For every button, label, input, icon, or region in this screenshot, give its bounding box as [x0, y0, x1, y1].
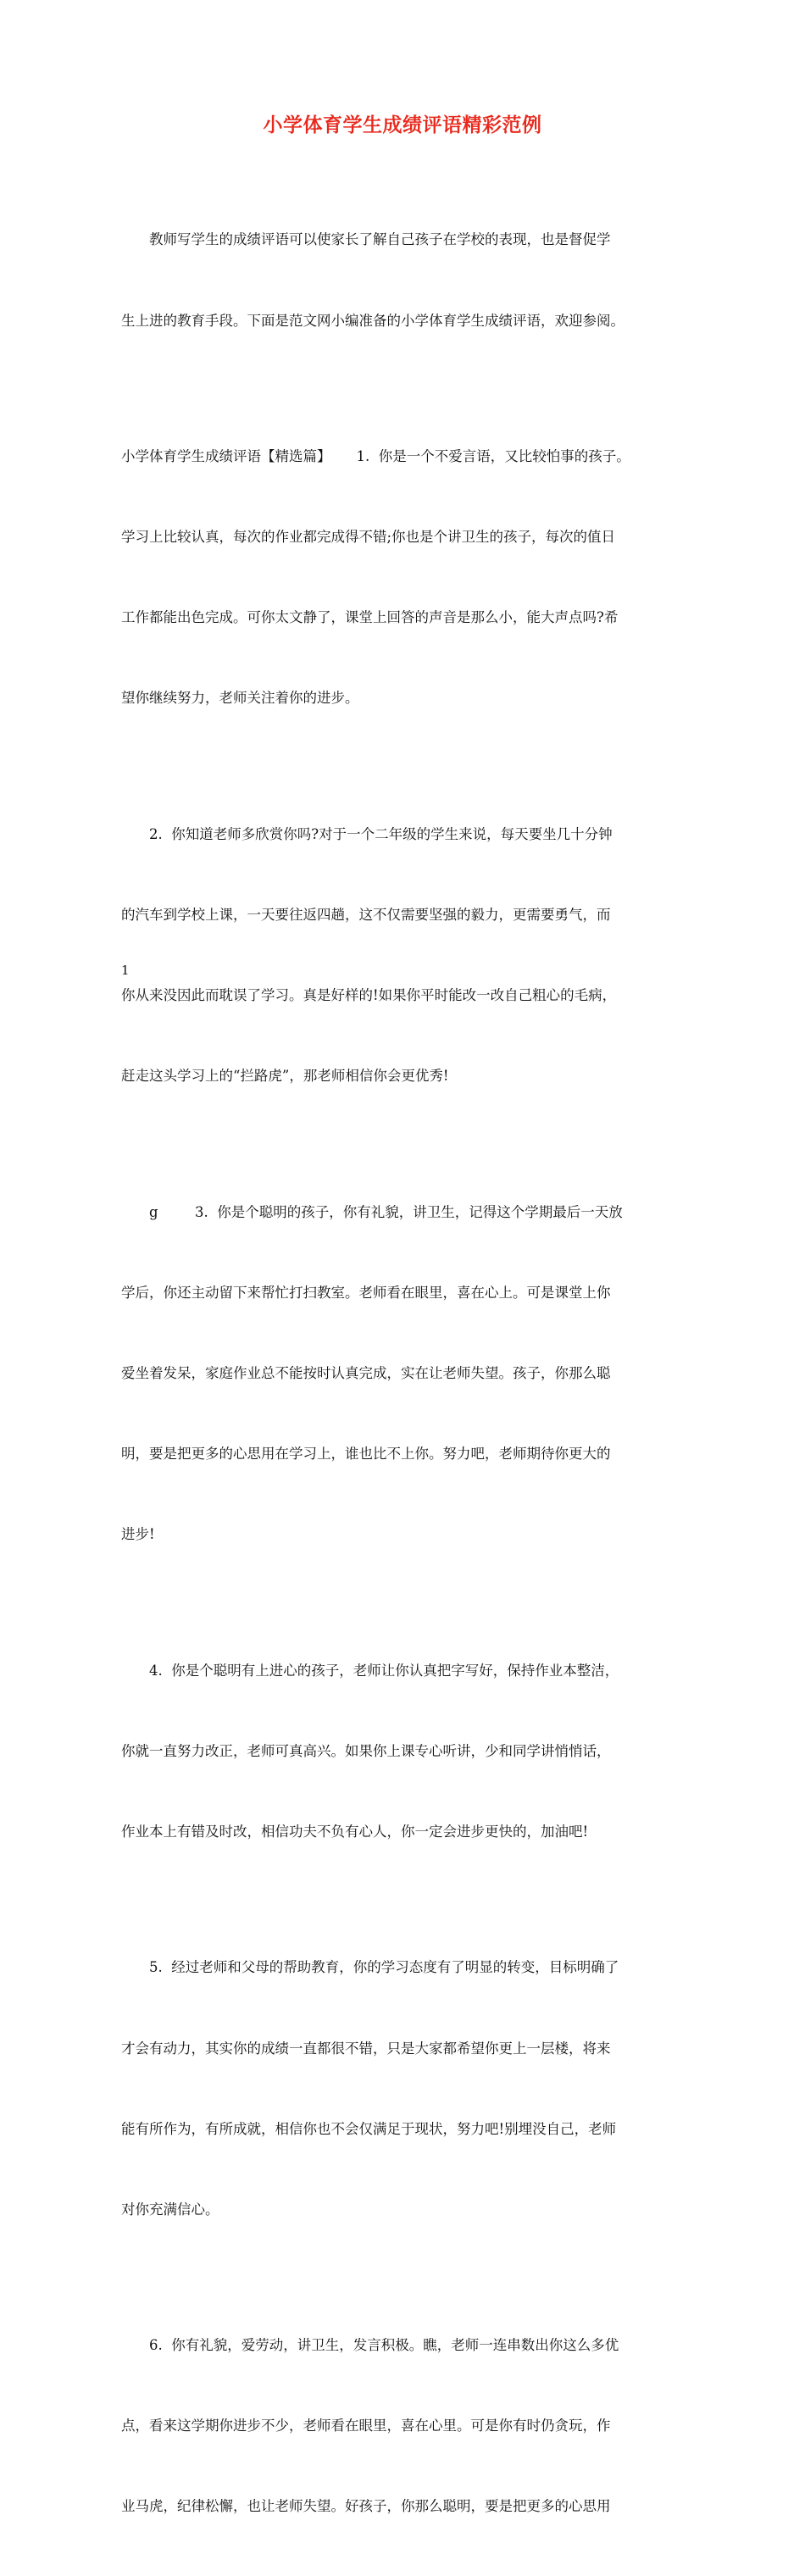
text-line: 赶走这头学习上的“拦路虎”，那老师相信你会更优秀! — [121, 1068, 449, 1085]
text-line: 6. 你有礼貌，爱劳动，讲卫生，发言积极。瞧，老师一连串数出你这么多优 — [149, 2337, 619, 2354]
text-line: 工作都能出色完成。可你太文静了，课堂上回答的声音是那么小，能大声点吗?希 — [121, 609, 619, 626]
text-line: g 3. 你是个聪明的孩子，你有礼貌，讲卫生，记得这个学期最后一天放 — [149, 1203, 623, 1220]
text-line: 你从来没因此而耽误了学习。真是好样的!如果你平时能改一改自己粗心的毛病， — [121, 987, 617, 1004]
text-line: 的汽车到学校上课，一天要往返四趟，这不仅需要坚强的毅力，更需要勇气，而 — [121, 906, 611, 923]
text-line: 小学体育学生成绩评语【精选篇】 1. 你是一个不爱言语，又比较怕事的孩子。 — [121, 448, 630, 465]
text-line: 业马虎，纪律松懈，也让老师失望。好孩子，你那么聪明，要是把更多的心思用 — [121, 2498, 611, 2515]
text-line: 爱坐着发呆，家庭作业总不能按时认真完成，实在让老师失望。孩子，你那么聪 — [121, 1364, 611, 1381]
document-title: 小学体育学生成绩评语精彩范例 — [263, 114, 542, 136]
text-line: 明，要是把更多的心思用在学习上，谁也比不上你。努力吧，老师期待你更大的 — [121, 1446, 611, 1463]
document-body — [121, 173, 686, 2576]
text-line: 能有所作为，有所成就，相信你也不会仅满足于现状，努力吧!别埋没自己，老师 — [121, 2120, 617, 2137]
paragraph-6 — [121, 2279, 686, 2574]
text-line: 点，看来这学期你进步不少，老师看在眼里，喜在心里。可是你有时仍贪玩，作 — [121, 2418, 611, 2434]
paragraph-1 — [121, 390, 686, 766]
text-line: 进步! — [121, 1526, 155, 1543]
paragraph-4 — [121, 1603, 686, 1899]
paragraph-2 — [121, 767, 686, 1143]
text-line: 对你充满信心。 — [121, 2201, 219, 2218]
text-line: 5. 经过老师和父母的帮助教育，你的学习态度有了明显的转变，目标明确了 — [149, 1959, 619, 1976]
text-line: 作业本上有错及时改，相信功夫不负有心人，你一定会进步更快的，加油吧! — [121, 1823, 589, 1840]
text-line: 2. 你知道老师多欣赏你吗?对于一个二年级的学生来说，每天要坐几十分钟 — [149, 825, 613, 842]
text-line: 学后，你还主动留下来帮忙打扫教室。老师看在眼里，喜在心上。可是课堂上你 — [121, 1284, 611, 1301]
text-line: 教师写学生的成绩评语可以使家长了解自己孩子在学校的表现，也是督促学 — [149, 231, 611, 248]
text-line: 生上进的教育手段。下面是范文网小编准备的小学体育学生成绩评语，欢迎参阅。 — [121, 312, 625, 329]
page-number: 1 — [121, 963, 130, 978]
text-line: 才会有动力，其实你的成绩一直都很不错，只是大家都希望你更上一层楼，将来 — [121, 2040, 611, 2057]
paragraph-3 — [121, 1145, 686, 1602]
paragraph-intro — [121, 173, 686, 388]
text-line: 望你继续努力，老师关注着你的进步。 — [121, 690, 359, 707]
text-line: 学习上比较认真，每次的作业都完成得不错;你也是个讲卫生的孩子，每次的值日 — [121, 529, 616, 546]
text-line: 4. 你是个聪明有上进心的孩子，老师让你认真把字写好，保持作业本整洁， — [149, 1662, 619, 1679]
paragraph-5 — [121, 1901, 686, 2277]
text-line: 你就一直努力改正，老师可真高兴。如果你上课专心听讲，少和同学讲悄悄话， — [121, 1742, 611, 1759]
